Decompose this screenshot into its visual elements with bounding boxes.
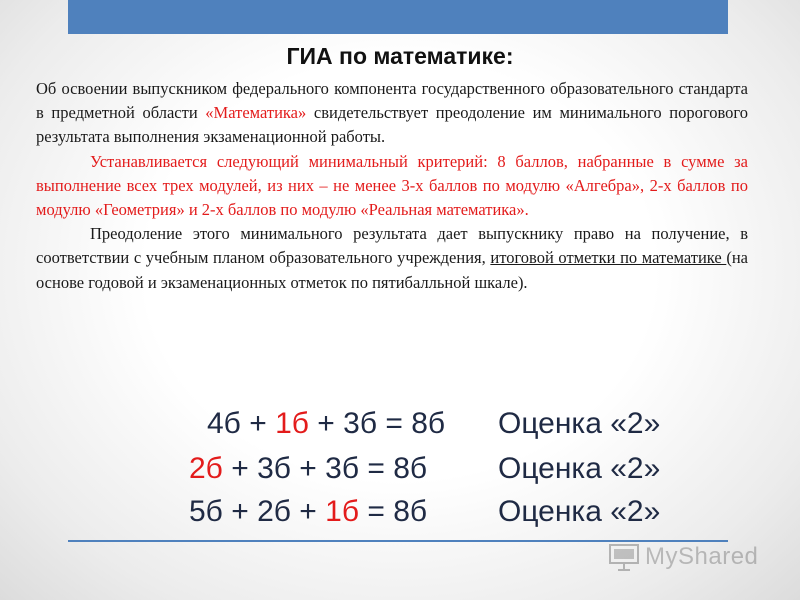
equation-3	[189, 495, 427, 529]
paragraph-3	[36, 222, 748, 295]
equation-3-term-3: 1б	[325, 495, 360, 528]
equation-1-total: 8б	[411, 407, 446, 440]
presentation-board-icon	[607, 542, 641, 572]
equation-3-plus-2: +	[290, 495, 326, 528]
slide-body	[36, 77, 748, 295]
equation-2-total: 8б	[393, 452, 428, 485]
equation-3-grade: Оценка «2»	[498, 495, 661, 528]
equation-2-plus-1: +	[222, 452, 258, 485]
paragraph-1-highlight: «Математика»	[205, 103, 307, 123]
paragraph-3-underlined: итоговой отметки по математике	[490, 248, 727, 268]
equation-2-grade: Оценка «2»	[498, 452, 661, 485]
paragraph-3-text-end: (на основе годовой и экзаменационных отметок по пятибалльной шкале).	[36, 248, 748, 292]
equation-2-term-1: 2б	[189, 452, 223, 485]
equation-1-term-3: 3б	[343, 407, 378, 440]
equation-2-term-2: 3б	[257, 452, 291, 485]
equation-2-plus-2: +	[290, 452, 326, 485]
equation-1-plus-1: +	[240, 407, 276, 440]
paragraph-1	[36, 77, 748, 150]
equation-3-total: 8б	[393, 495, 428, 528]
watermark-logo	[607, 540, 758, 574]
paragraph-2: Устанавливается следующий минимальный критерий: 8 баллов, набранные в сумме за выполнение всех трех модулей, из них – не менее 3-х баллов по модулю «Алгебра», 2-х баллов по модулю «Геометрия» и 2-х баллов по модулю «Реальная математика».	[36, 151, 748, 220]
top-accent-bar	[68, 0, 728, 34]
paragraph-1-text: Об освоении выпускником федерального компонента государственного образовательного стандарта в предметной области	[36, 79, 748, 123]
equation-2-equals: =	[359, 452, 394, 485]
equation-1-grade: Оценка «2»	[498, 407, 661, 440]
equation-3-plus-1: +	[222, 495, 258, 528]
watermark-text: MyShared	[645, 543, 759, 570]
slide-title: ГИА по математике:	[286, 43, 514, 69]
equation-3-equals: =	[359, 495, 394, 528]
equation-2	[189, 452, 427, 486]
equation-1-term-1: 4б	[207, 407, 241, 440]
equation-2-term-3: 3б	[325, 452, 360, 485]
equation-1	[207, 407, 445, 441]
equation-1-equals: =	[377, 407, 412, 440]
equation-1-term-2: 1б	[275, 407, 309, 440]
equation-3-term-1: 5б	[189, 495, 223, 528]
equation-3-term-2: 2б	[257, 495, 291, 528]
equation-1-plus-2: +	[308, 407, 344, 440]
paragraph-3-text: Преодоление этого минимального результата дает выпускнику право на получение, в соответствии с учебным планом образовательного учреждения,	[36, 224, 748, 268]
paragraph-1-text-end: свидетельствует преодоление им минимального порогового результата выполнения экзаменационной работы.	[36, 103, 748, 147]
